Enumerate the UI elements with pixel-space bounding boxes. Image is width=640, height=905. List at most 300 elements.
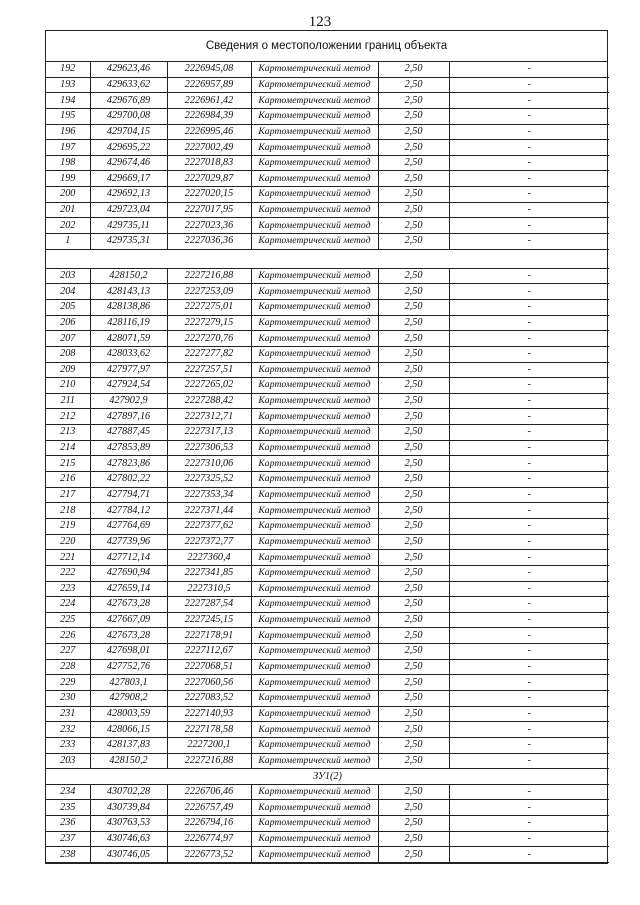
table-row [46, 268, 609, 284]
method-cell: Картометрический метод [251, 472, 378, 488]
table-row [46, 284, 609, 300]
x-coordinate-cell: 429695,22 [90, 140, 167, 156]
y-coordinate-cell: 2227371,44 [167, 503, 251, 519]
point-number-cell: 196 [46, 124, 90, 140]
y-coordinate-cell: 2226995,46 [167, 124, 251, 140]
point-number-cell: 193 [46, 77, 90, 93]
x-coordinate-cell: 427712,14 [90, 550, 167, 566]
method-cell: Картометрический метод [251, 550, 378, 566]
accuracy-cell: 2,50 [378, 346, 449, 362]
mark-cell: - [449, 171, 609, 187]
accuracy-cell: 2,50 [378, 456, 449, 472]
x-coordinate-cell: 429723,04 [90, 202, 167, 218]
table-row [46, 706, 609, 722]
accuracy-cell: 2,50 [378, 534, 449, 550]
x-coordinate-cell: 427667,09 [90, 612, 167, 628]
y-coordinate-cell: 2227310,06 [167, 456, 251, 472]
y-coordinate-cell: 2227017,95 [167, 202, 251, 218]
point-number-cell: 203 [46, 753, 90, 769]
y-coordinate-cell: 2227029,87 [167, 171, 251, 187]
method-cell: Картометрический метод [251, 847, 378, 863]
method-cell: Картометрический метод [251, 597, 378, 613]
method-cell: Картометрический метод [251, 346, 378, 362]
parcel-label-row [46, 769, 609, 785]
accuracy-cell: 2,50 [378, 472, 449, 488]
y-coordinate-cell: 2227372,77 [167, 534, 251, 550]
accuracy-cell: 2,50 [378, 187, 449, 203]
mark-cell: - [449, 800, 609, 816]
accuracy-cell: 2,50 [378, 234, 449, 250]
table-row [46, 171, 609, 187]
table-row [46, 456, 609, 472]
x-coordinate-cell: 427752,76 [90, 659, 167, 675]
accuracy-cell: 2,50 [378, 800, 449, 816]
mark-cell: - [449, 440, 609, 456]
mark-cell: - [449, 659, 609, 675]
method-cell: Картометрический метод [251, 218, 378, 234]
mark-cell: - [449, 816, 609, 832]
accuracy-cell: 2,50 [378, 315, 449, 331]
mark-cell: - [449, 581, 609, 597]
page-number: 123 [308, 14, 332, 30]
table-row [46, 690, 609, 706]
point-number-cell: 206 [46, 315, 90, 331]
y-coordinate-cell: 2226961,42 [167, 93, 251, 109]
table-row [46, 565, 609, 581]
method-cell: Картометрический метод [251, 534, 378, 550]
mark-cell: - [449, 62, 609, 77]
x-coordinate-cell: 429700,08 [90, 108, 167, 124]
x-coordinate-cell: 428071,59 [90, 331, 167, 347]
point-number-cell: 230 [46, 690, 90, 706]
method-cell: Картометрический метод [251, 409, 378, 425]
mark-cell: - [449, 202, 609, 218]
x-coordinate-cell: 428137,83 [90, 737, 167, 753]
table-row [46, 472, 609, 488]
method-cell: Картометрический метод [251, 706, 378, 722]
method-cell: Картометрический метод [251, 331, 378, 347]
mark-cell: - [449, 108, 609, 124]
table-row [46, 550, 609, 566]
method-cell: Картометрический метод [251, 581, 378, 597]
table-row [46, 503, 609, 519]
y-coordinate-cell: 2227036,36 [167, 234, 251, 250]
table-row [46, 124, 609, 140]
accuracy-cell: 2,50 [378, 93, 449, 109]
mark-cell: - [449, 503, 609, 519]
x-coordinate-cell: 428138,86 [90, 299, 167, 315]
mark-cell: - [449, 753, 609, 769]
method-cell: Картометрический метод [251, 690, 378, 706]
mark-cell: - [449, 425, 609, 441]
mark-cell: - [449, 737, 609, 753]
point-number-cell: 233 [46, 737, 90, 753]
method-cell: Картометрический метод [251, 487, 378, 503]
table-row [46, 612, 609, 628]
y-coordinate-cell: 2227341,85 [167, 565, 251, 581]
x-coordinate-cell: 429669,17 [90, 171, 167, 187]
method-cell: Картометрический метод [251, 299, 378, 315]
table-row [46, 62, 609, 77]
point-number-cell: 201 [46, 202, 90, 218]
method-cell: Картометрический метод [251, 362, 378, 378]
y-coordinate-cell: 2227360,4 [167, 550, 251, 566]
mark-cell: - [449, 831, 609, 847]
method-cell: Картометрический метод [251, 124, 378, 140]
accuracy-cell: 2,50 [378, 202, 449, 218]
table-row [46, 659, 609, 675]
method-cell: Картометрический метод [251, 93, 378, 109]
y-coordinate-cell: 2226774,97 [167, 831, 251, 847]
accuracy-cell: 2,50 [378, 155, 449, 171]
x-coordinate-cell: 428116,19 [90, 315, 167, 331]
method-cell: Картометрический метод [251, 155, 378, 171]
x-coordinate-cell: 428150,2 [90, 753, 167, 769]
accuracy-cell: 2,50 [378, 753, 449, 769]
y-coordinate-cell: 2227200,1 [167, 737, 251, 753]
y-coordinate-cell: 2227020,15 [167, 187, 251, 203]
y-coordinate-cell: 2227279,15 [167, 315, 251, 331]
x-coordinate-cell: 428150,2 [90, 268, 167, 284]
x-coordinate-cell: 430739,84 [90, 800, 167, 816]
coordinates-table [46, 62, 609, 863]
y-coordinate-cell: 2227245,15 [167, 612, 251, 628]
point-number-cell: 202 [46, 218, 90, 234]
table-row [46, 362, 609, 378]
mark-cell: - [449, 628, 609, 644]
x-coordinate-cell: 429623,46 [90, 62, 167, 77]
accuracy-cell: 2,50 [378, 581, 449, 597]
boundary-coordinates-sheet [45, 30, 608, 864]
y-coordinate-cell: 2226773,52 [167, 847, 251, 863]
y-coordinate-cell: 2227288,42 [167, 393, 251, 409]
accuracy-cell: 2,50 [378, 518, 449, 534]
point-number-cell: 224 [46, 597, 90, 613]
mark-cell: - [449, 140, 609, 156]
point-number-cell: 235 [46, 800, 90, 816]
x-coordinate-cell: 427977,97 [90, 362, 167, 378]
point-number-cell: 205 [46, 299, 90, 315]
y-coordinate-cell: 2227112,67 [167, 644, 251, 660]
mark-cell: - [449, 187, 609, 203]
document-title: Сведения о местоположении границ объекта [46, 31, 607, 62]
method-cell: Картометрический метод [251, 503, 378, 519]
accuracy-cell: 2,50 [378, 171, 449, 187]
point-number-cell: 222 [46, 565, 90, 581]
point-number-cell: 225 [46, 612, 90, 628]
point-number-cell: 226 [46, 628, 90, 644]
table-row [46, 409, 609, 425]
table-body [46, 62, 609, 863]
method-cell: Картометрический метод [251, 378, 378, 394]
accuracy-cell: 2,50 [378, 425, 449, 441]
point-number-cell: 223 [46, 581, 90, 597]
y-coordinate-cell: 2227377,62 [167, 518, 251, 534]
method-cell: Картометрический метод [251, 62, 378, 77]
point-number-cell: 194 [46, 93, 90, 109]
method-cell: Картометрический метод [251, 722, 378, 738]
point-number-cell: 208 [46, 346, 90, 362]
table-row [46, 753, 609, 769]
table-row [46, 737, 609, 753]
x-coordinate-cell: 427784,12 [90, 503, 167, 519]
x-coordinate-cell: 427887,45 [90, 425, 167, 441]
x-coordinate-cell: 429735,31 [90, 234, 167, 250]
y-coordinate-cell: 2227023,36 [167, 218, 251, 234]
method-cell: Картометрический метод [251, 171, 378, 187]
point-number-cell: 210 [46, 378, 90, 394]
point-number-cell: 204 [46, 284, 90, 300]
point-number-cell: 227 [46, 644, 90, 660]
point-number-cell: 218 [46, 503, 90, 519]
mark-cell: - [449, 550, 609, 566]
accuracy-cell: 2,50 [378, 284, 449, 300]
accuracy-cell: 2,50 [378, 816, 449, 832]
method-cell: Картометрический метод [251, 202, 378, 218]
point-number-cell: 200 [46, 187, 90, 203]
point-number-cell: 219 [46, 518, 90, 534]
x-coordinate-cell: 429674,46 [90, 155, 167, 171]
mark-cell: - [449, 93, 609, 109]
method-cell: Картометрический метод [251, 140, 378, 156]
accuracy-cell: 2,50 [378, 675, 449, 691]
separator-cell [46, 249, 609, 268]
method-cell: Картометрический метод [251, 518, 378, 534]
table-row [46, 108, 609, 124]
point-number-cell: 1 [46, 234, 90, 250]
point-number-cell: 209 [46, 362, 90, 378]
accuracy-cell: 2,50 [378, 218, 449, 234]
y-coordinate-cell: 2226984,39 [167, 108, 251, 124]
table-row [46, 393, 609, 409]
table-row [46, 644, 609, 660]
x-coordinate-cell: 427908,2 [90, 690, 167, 706]
accuracy-cell: 2,50 [378, 706, 449, 722]
method-cell: Картометрический метод [251, 234, 378, 250]
y-coordinate-cell: 2227353,34 [167, 487, 251, 503]
method-cell: Картометрический метод [251, 77, 378, 93]
table-row [46, 518, 609, 534]
y-coordinate-cell: 2227312,71 [167, 409, 251, 425]
mark-cell: - [449, 675, 609, 691]
y-coordinate-cell: 2227002,49 [167, 140, 251, 156]
x-coordinate-cell: 427673,28 [90, 628, 167, 644]
mark-cell: - [449, 784, 609, 800]
point-number-cell: 217 [46, 487, 90, 503]
x-coordinate-cell: 427803,1 [90, 675, 167, 691]
mark-cell: - [449, 722, 609, 738]
y-coordinate-cell: 2226957,89 [167, 77, 251, 93]
method-cell: Картометрический метод [251, 737, 378, 753]
accuracy-cell: 2,50 [378, 722, 449, 738]
point-number-cell: 203 [46, 268, 90, 284]
x-coordinate-cell: 427823,86 [90, 456, 167, 472]
point-number-cell: 207 [46, 331, 90, 347]
method-cell: Картометрический метод [251, 800, 378, 816]
method-cell: Картометрический метод [251, 284, 378, 300]
point-number-cell: 220 [46, 534, 90, 550]
table-row [46, 187, 609, 203]
mark-cell: - [449, 124, 609, 140]
accuracy-cell: 2,50 [378, 831, 449, 847]
mark-cell: - [449, 706, 609, 722]
method-cell: Картометрический метод [251, 187, 378, 203]
x-coordinate-cell: 429735,11 [90, 218, 167, 234]
mark-cell: - [449, 393, 609, 409]
y-coordinate-cell: 2227317,13 [167, 425, 251, 441]
method-cell: Картометрический метод [251, 393, 378, 409]
method-cell: Картометрический метод [251, 831, 378, 847]
accuracy-cell: 2,50 [378, 550, 449, 566]
accuracy-cell: 2,50 [378, 140, 449, 156]
method-cell: Картометрический метод [251, 816, 378, 832]
table-row [46, 816, 609, 832]
table-row [46, 315, 609, 331]
mark-cell: - [449, 690, 609, 706]
method-cell: Картометрический метод [251, 628, 378, 644]
mark-cell: - [449, 331, 609, 347]
y-coordinate-cell: 2227270,76 [167, 331, 251, 347]
x-coordinate-cell: 427739,96 [90, 534, 167, 550]
x-coordinate-cell: 427802,22 [90, 472, 167, 488]
point-number-cell: 238 [46, 847, 90, 863]
accuracy-cell: 2,50 [378, 628, 449, 644]
point-number-cell: 192 [46, 62, 90, 77]
parcel-label: ЗУ1(2) [46, 769, 609, 785]
point-number-cell: 236 [46, 816, 90, 832]
accuracy-cell: 2,50 [378, 847, 449, 863]
accuracy-cell: 2,50 [378, 299, 449, 315]
separator-row [46, 249, 609, 268]
table-row [46, 77, 609, 93]
x-coordinate-cell: 427924,54 [90, 378, 167, 394]
table-row [46, 581, 609, 597]
y-coordinate-cell: 2227253,09 [167, 284, 251, 300]
method-cell: Картометрический метод [251, 315, 378, 331]
accuracy-cell: 2,50 [378, 487, 449, 503]
mark-cell: - [449, 218, 609, 234]
y-coordinate-cell: 2226945,08 [167, 62, 251, 77]
method-cell: Картометрический метод [251, 456, 378, 472]
x-coordinate-cell: 430763,53 [90, 816, 167, 832]
method-cell: Картометрический метод [251, 644, 378, 660]
mark-cell: - [449, 268, 609, 284]
x-coordinate-cell: 427698,01 [90, 644, 167, 660]
mark-cell: - [449, 644, 609, 660]
mark-cell: - [449, 299, 609, 315]
mark-cell: - [449, 409, 609, 425]
mark-cell: - [449, 597, 609, 613]
x-coordinate-cell: 430746,05 [90, 847, 167, 863]
method-cell: Картометрический метод [251, 108, 378, 124]
mark-cell: - [449, 565, 609, 581]
table-row [46, 202, 609, 218]
table-row [46, 155, 609, 171]
accuracy-cell: 2,50 [378, 659, 449, 675]
accuracy-cell: 2,50 [378, 378, 449, 394]
table-row [46, 628, 609, 644]
accuracy-cell: 2,50 [378, 597, 449, 613]
x-coordinate-cell: 428066,15 [90, 722, 167, 738]
accuracy-cell: 2,50 [378, 409, 449, 425]
mark-cell: - [449, 77, 609, 93]
mark-cell: - [449, 487, 609, 503]
accuracy-cell: 2,50 [378, 331, 449, 347]
point-number-cell: 216 [46, 472, 90, 488]
table-row [46, 847, 609, 863]
table-row [46, 425, 609, 441]
y-coordinate-cell: 2227310,5 [167, 581, 251, 597]
point-number-cell: 234 [46, 784, 90, 800]
mark-cell: - [449, 346, 609, 362]
point-number-cell: 213 [46, 425, 90, 441]
y-coordinate-cell: 2226706,46 [167, 784, 251, 800]
table-row [46, 378, 609, 394]
point-number-cell: 237 [46, 831, 90, 847]
x-coordinate-cell: 429676,89 [90, 93, 167, 109]
method-cell: Картометрический метод [251, 268, 378, 284]
mark-cell: - [449, 378, 609, 394]
accuracy-cell: 2,50 [378, 612, 449, 628]
x-coordinate-cell: 427794,71 [90, 487, 167, 503]
table-row [46, 346, 609, 362]
x-coordinate-cell: 429633,62 [90, 77, 167, 93]
accuracy-cell: 2,50 [378, 124, 449, 140]
mark-cell: - [449, 362, 609, 378]
x-coordinate-cell: 427673,28 [90, 597, 167, 613]
y-coordinate-cell: 2227140,93 [167, 706, 251, 722]
accuracy-cell: 2,50 [378, 565, 449, 581]
table-row [46, 597, 609, 613]
table-row [46, 218, 609, 234]
y-coordinate-cell: 2227178,58 [167, 722, 251, 738]
y-coordinate-cell: 2227083,52 [167, 690, 251, 706]
point-number-cell: 214 [46, 440, 90, 456]
mark-cell: - [449, 518, 609, 534]
method-cell: Картометрический метод [251, 565, 378, 581]
point-number-cell: 231 [46, 706, 90, 722]
x-coordinate-cell: 427764,69 [90, 518, 167, 534]
x-coordinate-cell: 428143,13 [90, 284, 167, 300]
y-coordinate-cell: 2227306,53 [167, 440, 251, 456]
method-cell: Картометрический метод [251, 425, 378, 441]
y-coordinate-cell: 2227265,02 [167, 378, 251, 394]
y-coordinate-cell: 2227060,56 [167, 675, 251, 691]
y-coordinate-cell: 2227325,52 [167, 472, 251, 488]
x-coordinate-cell: 427902,9 [90, 393, 167, 409]
x-coordinate-cell: 427897,16 [90, 409, 167, 425]
point-number-cell: 198 [46, 155, 90, 171]
point-number-cell: 215 [46, 456, 90, 472]
y-coordinate-cell: 2226794,16 [167, 816, 251, 832]
table-row [46, 299, 609, 315]
mark-cell: - [449, 534, 609, 550]
point-number-cell: 221 [46, 550, 90, 566]
mark-cell: - [449, 284, 609, 300]
y-coordinate-cell: 2227277,82 [167, 346, 251, 362]
accuracy-cell: 2,50 [378, 503, 449, 519]
mark-cell: - [449, 234, 609, 250]
table-row [46, 331, 609, 347]
table-row [46, 784, 609, 800]
y-coordinate-cell: 2227178,91 [167, 628, 251, 644]
table-row [46, 140, 609, 156]
x-coordinate-cell: 428033,62 [90, 346, 167, 362]
table-row [46, 722, 609, 738]
x-coordinate-cell: 430746,63 [90, 831, 167, 847]
method-cell: Картометрический метод [251, 440, 378, 456]
table-row [46, 93, 609, 109]
